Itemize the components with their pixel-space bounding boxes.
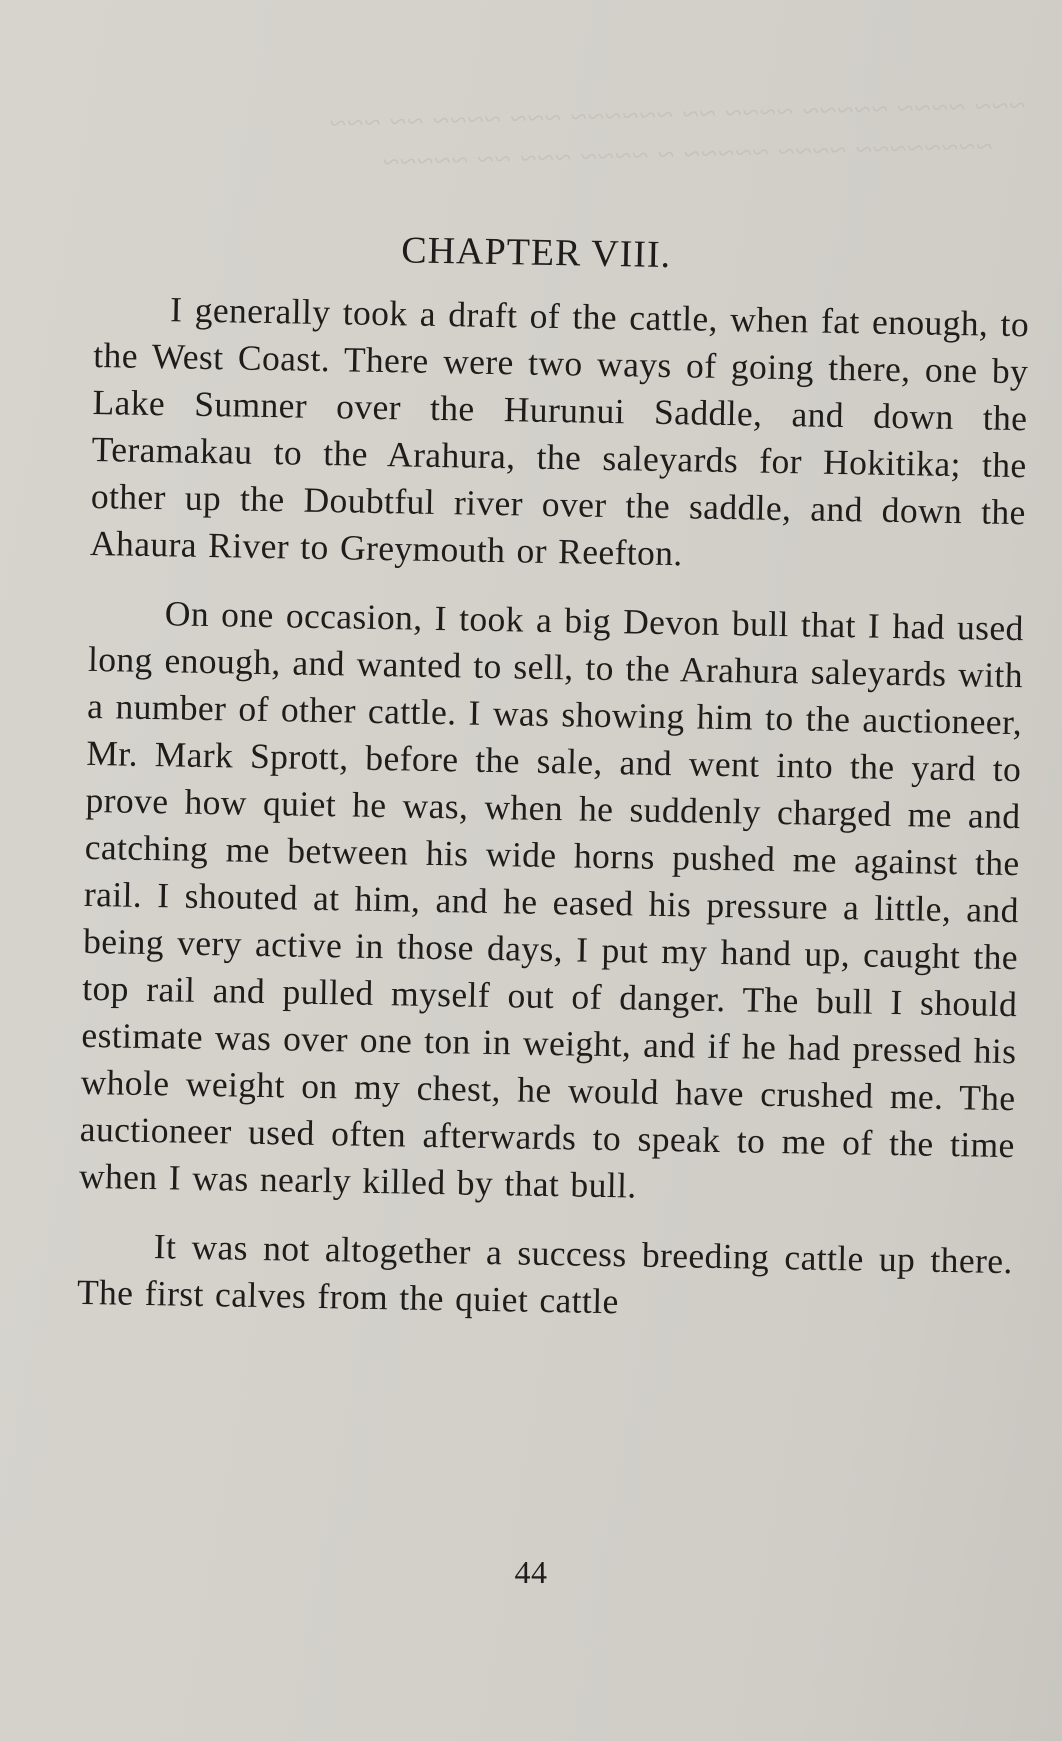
chapter-heading: CHAPTER VIII. [400,229,672,277]
page-content [76,205,1040,1354]
paragraph: On one occasion, I took a big Devon bull that I had used long enough, and wanted to sell, to the Arahura saleyards with a number of other cattle. I was showing him to the auctioneer, Mr. Mark Sprott, before the sale, and went into the yard to prove how quiet he was, when he suddenly charged me and catching me between his wide horns pushed me against the rail. I shouted at him, and he eased his pressure a little, and being very active in those days, I put my hand up, caught the top rail and pulled myself out of danger. The bull I should estimate was over one ton in weight, and if he had pressed his whole weight on my chest, he would have crushed me. The auctioneer used often afterwards to speak to me of the time when I was nearly killed by that bull. [78,593,1025,1206]
page-number: 44 [514,1554,548,1590]
paragraph: I generally took a draft of the cattle, when fat enough, to the West Coast. There were two ways of going there, one by Lake Sumner over the Hurunui Saddle, and down the Teramakau to the Arahura, the saleyards for Hokitika; the other up the Doubtful river over the saddle, and down the Ahaura River to Greymouth or Reefton. [89,289,1030,574]
paragraph: It was not altogether a success breeding cattle up there. The first calves from the quiet cattle [76,1226,1014,1322]
bleed-through-text: ~~~ ~~~~ ~~~~~ ~~~~ ~~ ~~~~~~ ~~~ ~~~~ ~~ ~~~ ~~~~~~~~ ~~~~ ~~~~~ ~ ~~~~ ~~~ ~~ ~~~~~ [328,88,1061,179]
